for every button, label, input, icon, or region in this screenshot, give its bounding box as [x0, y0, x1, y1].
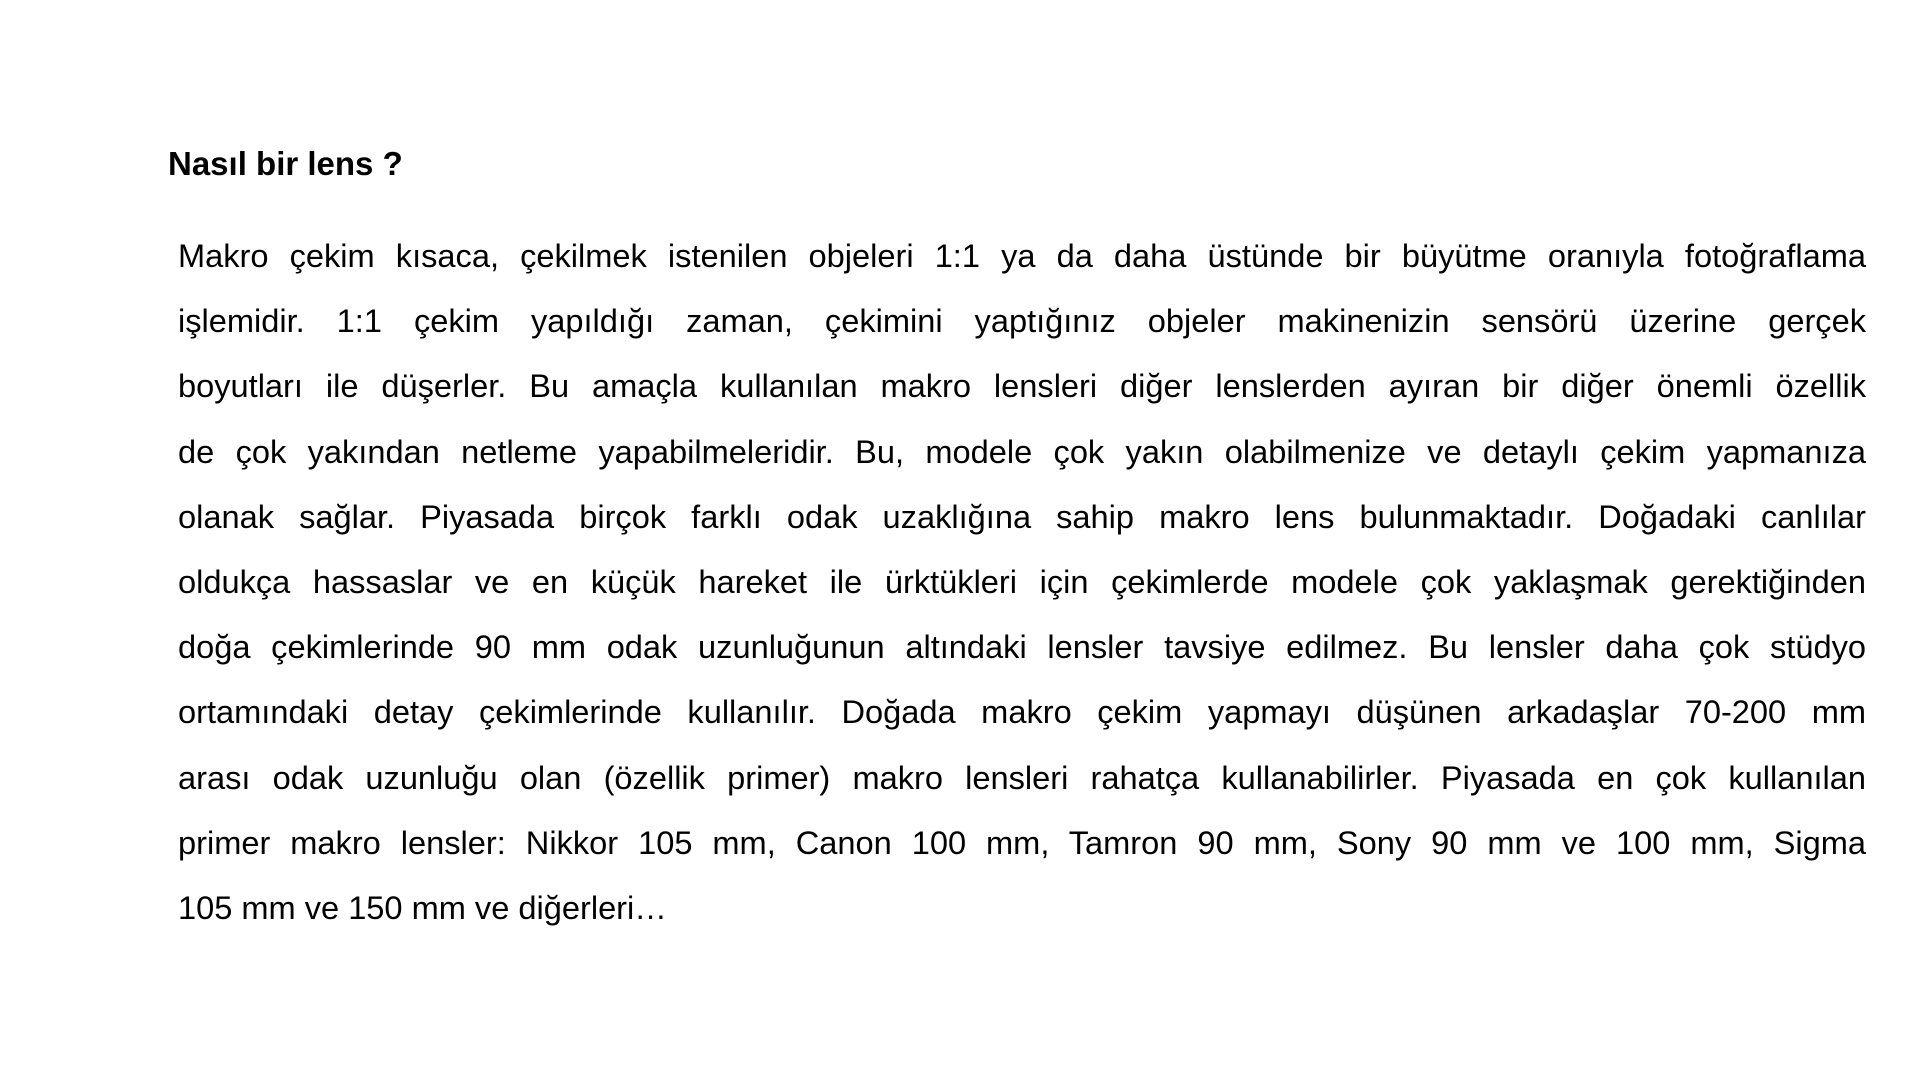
paragraph-line: primer makro lensler: Nikkor 105 mm, Canon 100 mm, Tamron 90 mm, Sony 90 mm ve 100 mm, Sigma	[178, 823, 1866, 861]
paragraph-line: doğa çekimlerinde 90 mm odak uzunluğunun altındaki lensler tavsiye edilmez. Bu lensler daha çok stüdyo	[178, 628, 1866, 666]
paragraph-line: 105 mm ve 150 mm ve diğerleri…	[178, 888, 667, 926]
paragraph-line: Makro çekim kısaca, çekilmek istenilen objeleri 1:1 ya da daha üstünde bir büyütme oranıyla fotoğraflama	[178, 237, 1866, 274]
paragraph-line: arası odak uzunluğu olan (özellik primer) makro lensleri rahatça kullanabilirler. Piyasada en çok kullanılan	[178, 758, 1866, 796]
section-heading: Nasıl bir lens ?	[168, 145, 403, 182]
paragraph-line: ortamındaki detay çekimlerinde kullanılır. Doğada makro çekim yapmayı düşünen arkadaşlar 70-200 mm	[178, 693, 1866, 731]
paragraph-line: olanak sağlar. Piyasada birçok farklı odak uzaklığına sahip makro lens bulunmaktadır. Doğadaki canlılar	[178, 497, 1866, 535]
paragraph-line: işlemidir. 1:1 çekim yapıldığı zaman, çekimini yaptığınız objeler makinenizin sensörü üzerine gerçek	[178, 302, 1866, 340]
paragraph-line: oldukça hassaslar ve en küçük hareket ile ürktükleri için çekimlerde modele çok yaklaşmak gerektiğinden	[178, 562, 1866, 600]
body-paragraph	[178, 236, 1866, 953]
paragraph-line: de çok yakından netleme yapabilmeleridir. Bu, modele çok yakın olabilmenize ve detaylı çekim yapmanıza	[178, 432, 1866, 470]
paragraph-line: boyutları ile düşerler. Bu amaçla kullanılan makro lensleri diğer lenslerden ayıran bir diğer önemli özellik	[178, 367, 1866, 405]
